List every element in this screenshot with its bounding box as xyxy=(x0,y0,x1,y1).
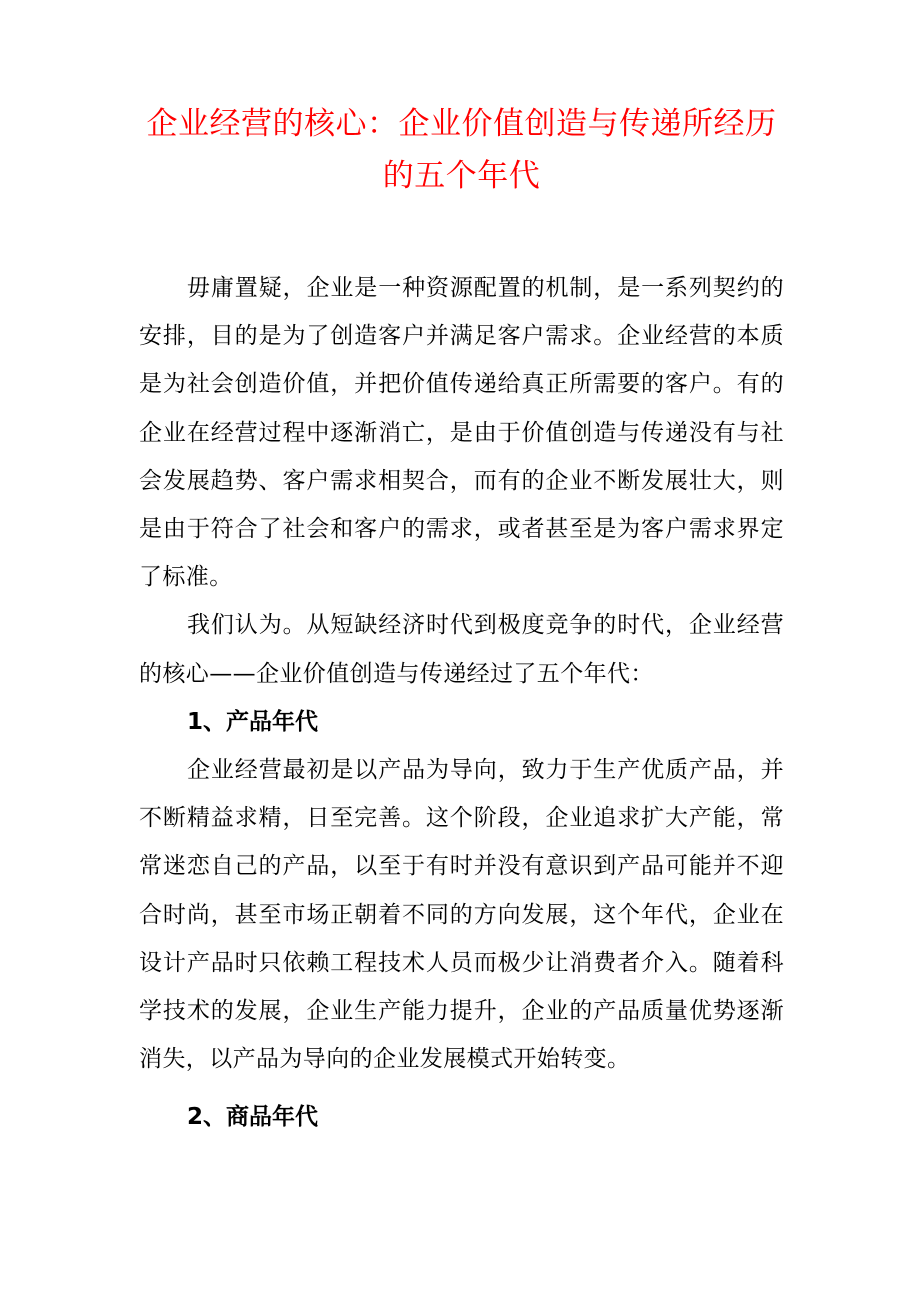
section-text-product-era: 企业经营最初是以产品为导向，致力于生产优质产品，并不断精益求精，日至完善。这个阶段，企业追求扩大产能，常常迷恋自己的产品，以至于有时并没有意识到产品可能并不迎合时尚，甚至市场正朝着不同的方向发展，这个年代，企业在设计产品时只依赖工程技术人员而极少让消费者介入。随着科学技术的发展，企业生产能力提升，企业的产品质量优势逐渐消失，以产品为导向的企业发展模式开始转变。 xyxy=(139,757,784,1073)
document-page xyxy=(139,98,784,1142)
intro-paragraph: 毋庸置疑，企业是一种资源配置的机制，是一系列契约的安排，目的是为了创造客户并满足客户需求。企业经营的本质是为社会创造价值，并把价值传递给真正所需要的客户。有的企业在经营过程中逐渐消亡，是由于价值创造与传递没有与社会发展趋势、客户需求相契合，而有的企业不断发展壮大，则是由于符合了社会和客户的需求，或者甚至是为客户需求界定了标准。 xyxy=(139,275,784,591)
document-title: 企业经营的核心：企业价值创造与传递所经历的五个年代 xyxy=(146,106,777,194)
section-heading-commodity-era: 2、商品年代 xyxy=(187,1104,319,1131)
overview-paragraph: 我们认为。从短缺经济时代到极度竞争的时代，企业经营的核心——企业价值创造与传递经过了五个年代： xyxy=(139,612,784,687)
section-heading-product-era: 1、产品年代 xyxy=(187,708,319,735)
document-body xyxy=(139,264,784,1142)
